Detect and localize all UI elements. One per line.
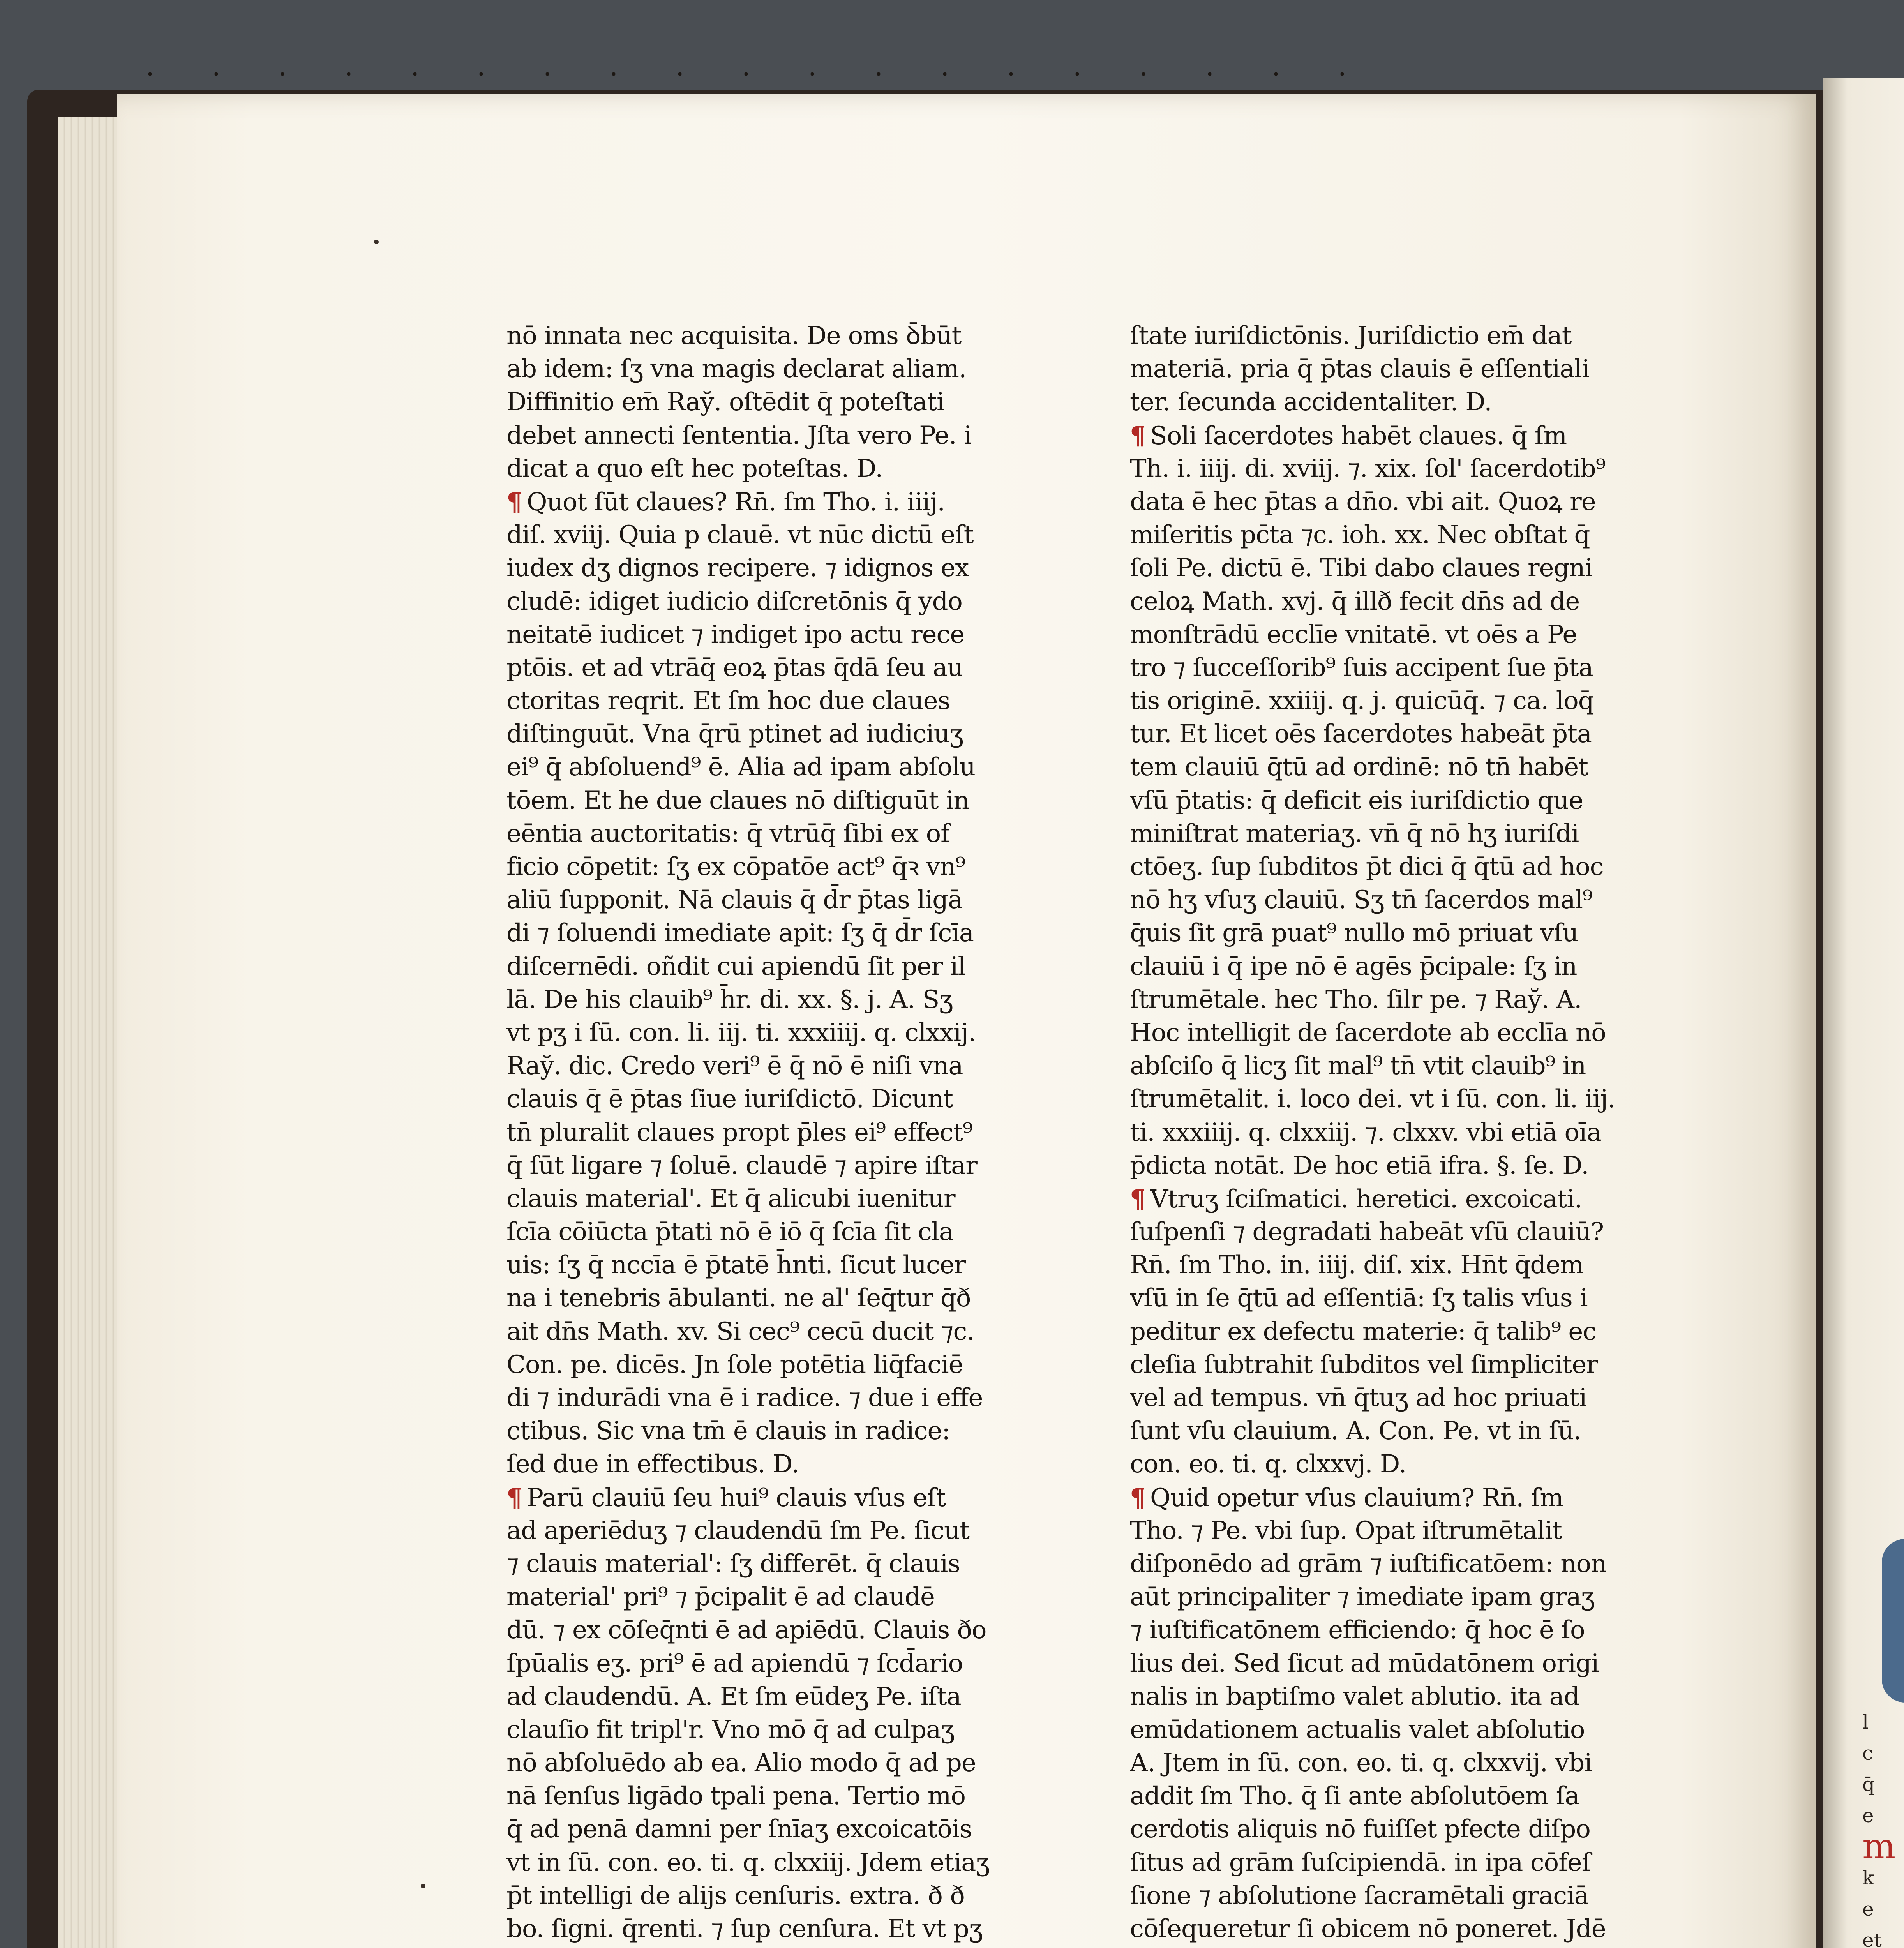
line-text: Th. i. iiij. di. xviij. ⁊. xix. ſol' ſacerdotib⁹ bbox=[1130, 454, 1606, 483]
text-line bbox=[1130, 1348, 1714, 1382]
line-text: celoꝝ Math. xvj. q̄ illð fecit dn̄s ad de bbox=[1130, 587, 1580, 616]
line-text: ad aperiēduʒ ⁊ claudendū ſm Pe. ſicut bbox=[506, 1516, 969, 1545]
line-text: ſunt vſu clauium. A. Con. Pe. vt in ſū. bbox=[1130, 1417, 1581, 1446]
text-line bbox=[506, 1216, 1091, 1249]
text-line bbox=[1130, 552, 1714, 585]
line-text: Quid opetur vſus clauium? Rn̄. ſm bbox=[1150, 1483, 1563, 1512]
line-text: ctoritas reqrit. Et ſm hoc due claues bbox=[506, 686, 950, 716]
text-line bbox=[1130, 1879, 1714, 1913]
line-text: emūdationem actualis valet abſolutio bbox=[1130, 1715, 1585, 1744]
text-line bbox=[1130, 1680, 1714, 1713]
text-line bbox=[506, 1547, 1091, 1581]
line-text: q̄ ſūt ligare ⁊ ſoluē. claudē ⁊ apire iſtar bbox=[506, 1151, 977, 1180]
fragment-text: q̄ bbox=[1862, 1773, 1875, 1796]
text-line bbox=[1130, 1547, 1714, 1581]
text-line bbox=[506, 685, 1091, 718]
text-line bbox=[506, 353, 1091, 386]
line-text: A. Jtem in ſū. con. eo. ti. q. clxxvij. vbi bbox=[1130, 1749, 1592, 1778]
line-text: Soli ſacerdotes habēt claues. q̄ ſm bbox=[1150, 421, 1567, 450]
text-line bbox=[1130, 1846, 1714, 1879]
text-line bbox=[506, 1249, 1091, 1282]
line-text: addit ſm Tho. q̄ ſi ante abſolutōem ſa bbox=[1130, 1782, 1579, 1811]
line-text: q̄uis ſit grā puat⁹ nullo mō priuat vſu bbox=[1130, 919, 1578, 948]
rubric-paragraph-mark bbox=[1130, 419, 1150, 444]
fragment-text: et bbox=[1862, 1929, 1882, 1948]
line-text: clauſio fit tripl'r. Vno mō q̄ ad culpaʒ bbox=[506, 1715, 955, 1744]
text-line bbox=[506, 1315, 1091, 1348]
text-line bbox=[506, 1382, 1091, 1415]
line-text: tis originē. xxiiij. q. j. quicūq̄. ⁊ ca. loq̄ bbox=[1130, 686, 1594, 716]
text-line bbox=[1130, 1182, 1714, 1216]
text-line bbox=[506, 1016, 1091, 1050]
text-line bbox=[1130, 1282, 1714, 1315]
line-text: eēntia auctoritatis: q̄ vtrūq̄ ſibi ex of bbox=[506, 819, 949, 848]
text-line bbox=[1130, 319, 1714, 353]
line-text: ptōis. et ad vtrāq̄ eoꝝ p̄tas q̄dā ſeu au bbox=[506, 653, 963, 682]
rubric-paragraph-mark bbox=[1130, 1182, 1150, 1207]
line-text: clauiū i q̄ ipe nō ē agēs p̄cipale: ſʒ in bbox=[1130, 952, 1577, 981]
rubric-paragraph-mark bbox=[506, 485, 527, 510]
line-text: ter. ſecunda accidentaliter. D. bbox=[1130, 388, 1492, 417]
text-line bbox=[506, 386, 1091, 419]
line-text: di ⁊ ſoluendi imediate apit: ſʒ q̄ d̄r ſcīa bbox=[506, 919, 974, 948]
text-line bbox=[1130, 419, 1714, 452]
fragment-text: k bbox=[1862, 1867, 1874, 1889]
text-line bbox=[1130, 585, 1714, 618]
text-line bbox=[1130, 1813, 1714, 1846]
line-text: dū. ⁊ ex cōſeq̄nti ē ad apiēdū. Clauis ðo bbox=[506, 1616, 986, 1645]
text-line bbox=[506, 1348, 1091, 1382]
text-line bbox=[1130, 1514, 1714, 1547]
text-line bbox=[1130, 1083, 1714, 1116]
line-text: ⁊ iuſtificatōnem efficiendo: q̄ hoc ē ſo bbox=[1130, 1616, 1585, 1645]
line-text: peditur ex defectu materie: q̄ talib⁹ ec bbox=[1130, 1317, 1597, 1346]
line-text: Ray̆. dic. Credo veri⁹ ē q̄ nō ē niſi vna bbox=[506, 1052, 963, 1081]
margin-dot bbox=[374, 240, 379, 244]
text-line bbox=[506, 1713, 1091, 1747]
fragment-text: c bbox=[1862, 1742, 1874, 1764]
line-text: ſed due in effectibus. D. bbox=[506, 1450, 799, 1479]
facing-page-text-fragments bbox=[1862, 1706, 1901, 1948]
text-line bbox=[1130, 1315, 1714, 1348]
fragment-text: l bbox=[1862, 1711, 1869, 1733]
line-text: vt in ſū. con. eo. ti. q. clxxiij. Jdem etiaʒ bbox=[506, 1848, 990, 1877]
line-text: nō hʒ vſuʒ clauiū. Sʒ tn̄ ſacerdos mal⁹ bbox=[1130, 886, 1592, 915]
text-line bbox=[506, 850, 1091, 884]
line-text: Diffinitio em̄ Ray̆. oſtēdit q̄ poteſtati bbox=[506, 388, 944, 417]
line-text: ſcīa cōiūcta p̄tati nō ē iō q̄ ſcīa ſit cla bbox=[506, 1218, 954, 1247]
line-text: nō abſoluēdo ab ea. Alio modo q̄ ad pe bbox=[506, 1749, 976, 1778]
text-line bbox=[506, 718, 1091, 751]
text-line bbox=[1130, 983, 1714, 1016]
text-line bbox=[506, 519, 1091, 552]
text-line bbox=[1130, 519, 1714, 552]
line-text: vſū p̄tatis: q̄ deficit eis iuriſdictio que bbox=[1130, 786, 1583, 815]
text-line bbox=[506, 884, 1091, 917]
text-line bbox=[1130, 751, 1714, 784]
rubric-paragraph-mark bbox=[1130, 1481, 1150, 1506]
text-line bbox=[506, 1846, 1091, 1879]
line-text: ſtrumētalit. i. loco dei. vt i ſū. con. li. iij. bbox=[1130, 1085, 1615, 1114]
line-text: iudex dʒ dignos recipere. ⁊ idignos ex bbox=[506, 554, 969, 583]
line-text: diſcernēdi. oñdit cui apiendū ſit per il bbox=[506, 952, 965, 981]
text-line bbox=[506, 1415, 1091, 1448]
text-line bbox=[1130, 817, 1714, 850]
text-line bbox=[506, 1946, 1091, 1948]
text-line bbox=[1130, 1448, 1714, 1481]
line-text: ficio cōpetit: ſʒ ex cōpatōe act⁹ q̄ꝛ vn⁹ bbox=[506, 852, 965, 881]
line-text: p̄dicta notāt. De hoc etiā ifra. §. ſe. D. bbox=[1130, 1151, 1589, 1180]
text-line bbox=[506, 419, 1091, 452]
line-text: q̄ ad penā damni per ſnīaʒ excoicatōis bbox=[506, 1815, 972, 1844]
line-text: neitatē iudicet ⁊ indiget ipo actu rece bbox=[506, 620, 965, 649]
line-text: p̄t intelligi de alijs cenſuris. extra. ð ð bbox=[506, 1881, 965, 1910]
text-line bbox=[506, 1182, 1091, 1216]
text-line bbox=[506, 552, 1091, 585]
text-line bbox=[506, 1614, 1091, 1647]
text-line bbox=[1130, 917, 1714, 950]
line-text: miniſtrat materiaʒ. vn̄ q̄ nō hʒ iuriſdi bbox=[1130, 819, 1579, 848]
fragment-text: m bbox=[1862, 1826, 1896, 1867]
line-text: lius dei. Sed ſicut ad mūdatōnem origi bbox=[1130, 1649, 1599, 1678]
text-line bbox=[506, 983, 1091, 1016]
text-line bbox=[1130, 452, 1714, 485]
line-text: ab idem: ſʒ vna magis declarat aliam. bbox=[506, 355, 967, 384]
text-line bbox=[1130, 353, 1714, 386]
line-text: tn̄ pluralit claues propt p̄les ei⁹ effect⁹ bbox=[506, 1118, 972, 1147]
line-text: diſtinguūt. Vna q̄rū ptinet ad iudiciuʒ bbox=[506, 720, 963, 749]
line-text: ſtrumētale. hec Tho. ſilr pe. ⁊ Ray̆. A. bbox=[1130, 985, 1582, 1014]
text-line bbox=[1130, 651, 1714, 685]
line-text: na i tenebris ābulanti. ne al' ſeq̄tur q̄ð bbox=[506, 1284, 971, 1313]
text-line bbox=[506, 1448, 1091, 1481]
line-text: tōem. Et he due claues nō diſtiguūt in bbox=[506, 786, 969, 815]
text-line bbox=[506, 1514, 1091, 1547]
text-line bbox=[506, 917, 1091, 950]
text-line bbox=[506, 1680, 1091, 1713]
text-line bbox=[506, 651, 1091, 685]
line-text: bo. ſigni. q̄renti. ⁊ ſup cenſura. Et vt pʒ bbox=[506, 1914, 983, 1943]
text-line bbox=[506, 1581, 1091, 1614]
line-text: Quot ſūt claues? Rn̄. ſm Tho. i. iiij. bbox=[527, 487, 945, 517]
text-line bbox=[1130, 850, 1714, 884]
text-line bbox=[506, 1780, 1091, 1813]
line-text: diſ. xviij. Quia p clauē. vt nūc dictū eſt bbox=[506, 521, 974, 550]
line-text: ſuſpenſi ⁊ degradati habeāt vſū clauiū? bbox=[1130, 1218, 1604, 1247]
line-text: clauis material'. Et q̄ alicubi iuenitur bbox=[506, 1184, 955, 1213]
line-text: ti. xxxiiij. q. clxxiij. ⁊. clxxv. vbi etiā oīa bbox=[1130, 1118, 1601, 1147]
text-line bbox=[506, 950, 1091, 983]
line-text: ſpūalis eʒ. pri⁹ ē ad apiendū ⁊ ſcd̄ario bbox=[506, 1649, 963, 1678]
text-line bbox=[506, 1116, 1091, 1149]
text-line bbox=[506, 1282, 1091, 1315]
binding-holes bbox=[117, 58, 1403, 90]
text-line bbox=[506, 1813, 1091, 1846]
line-text: cōſequeretur ſi obicem nō poneret. Jdē bbox=[1130, 1914, 1606, 1943]
line-text: cludē: idiget iudicio diſcretōnis q̄ ydo bbox=[506, 587, 962, 616]
text-line bbox=[506, 1083, 1091, 1116]
line-text: data ē hec p̄tas a dn̄o. vbi ait. Quoꝝ re bbox=[1130, 487, 1596, 516]
text-line bbox=[1130, 1216, 1714, 1249]
text-line bbox=[506, 1879, 1091, 1913]
line-text: clauis q̄ ē p̄tas ſiue iuriſdictō. Dicunt bbox=[506, 1085, 953, 1114]
left-text-column bbox=[506, 319, 1091, 1948]
text-line bbox=[506, 485, 1091, 519]
text-line bbox=[1130, 1116, 1714, 1149]
line-text: ſione ⁊ abſolutione ſacramētali graciā bbox=[1130, 1881, 1589, 1910]
text-line bbox=[506, 1050, 1091, 1083]
line-text: vel ad tempus. vn̄ q̄tuʒ ad hoc priuati bbox=[1130, 1383, 1587, 1412]
line-text: tur. Et licet oēs ſacerdotes habeāt p̄ta bbox=[1130, 720, 1592, 749]
line-text: ctōeʒ. ſup ſubditos p̄t dici q̄ q̄tū ad hoc bbox=[1130, 852, 1604, 881]
text-line bbox=[506, 784, 1091, 817]
text-line bbox=[1130, 784, 1714, 817]
line-text: cerdotis aliquis nō fuiſſet pfecte diſpo bbox=[1130, 1815, 1590, 1844]
line-text: abſciſo q̄ licʒ ſit mal⁹ tn̄ vtit clauib⁹ in bbox=[1130, 1052, 1586, 1081]
line-text: ad claudendū. A. Et ſm eūdeʒ Pe. iſta bbox=[506, 1682, 961, 1711]
fragment-text: e bbox=[1862, 1898, 1874, 1920]
text-line bbox=[1130, 718, 1714, 751]
text-line bbox=[1130, 618, 1714, 651]
text-line bbox=[506, 585, 1091, 618]
text-line bbox=[506, 1747, 1091, 1780]
text-line bbox=[506, 1149, 1091, 1182]
line-text: dicat a quo eſt hec poteſtas. D. bbox=[506, 454, 883, 483]
text-line bbox=[1130, 685, 1714, 718]
line-text: Vtruʒ ſciſmatici. heretici. excoicati. bbox=[1150, 1184, 1582, 1214]
line-text: vt pʒ i ſū. con. li. iij. ti. xxxiiij. q. clxxij. bbox=[506, 1018, 976, 1047]
line-text: ei⁹ q̄ abſoluend⁹ ē. Alia ad ipam abſolu bbox=[506, 753, 976, 782]
fragment-text: e bbox=[1862, 1804, 1874, 1827]
rubric-paragraph-mark bbox=[506, 1481, 527, 1506]
right-text-column bbox=[1130, 319, 1714, 1948]
line-text: Hoc intelligit de ſacerdote ab ecclīa nō bbox=[1130, 1018, 1606, 1047]
text-line bbox=[506, 1647, 1091, 1680]
text-line bbox=[1130, 1382, 1714, 1415]
text-line bbox=[1130, 1149, 1714, 1182]
line-text: ⁊ clauis material': ſʒ differēt. q̄ clauis bbox=[506, 1549, 960, 1578]
line-text: nō innata nec acquisita. De oms ꝺ̄būt bbox=[506, 321, 962, 350]
text-line bbox=[506, 1481, 1091, 1514]
text-line bbox=[1130, 1946, 1714, 1948]
text-line bbox=[1130, 1913, 1714, 1946]
line-text: aliū ſupponit. Nā clauis q̄ d̄r p̄tas ligā bbox=[506, 886, 963, 915]
text-line bbox=[1130, 1016, 1714, 1050]
line-text: lā. De his clauib⁹ h̄r. di. xx. §. j. A. Sʒ bbox=[506, 985, 953, 1014]
line-text: Con. pe. dicēs. Jn ſole potētia liq̄faciē bbox=[506, 1350, 963, 1379]
text-line bbox=[506, 452, 1091, 485]
line-text: tro ⁊ ſucceſſorib⁹ ſuis accipent ſue p̄ta bbox=[1130, 653, 1593, 682]
text-line bbox=[506, 1913, 1091, 1946]
text-line bbox=[1130, 1481, 1714, 1514]
line-text: miſeritis pc̄ta ⁊c. ioh. xx. Nec obſtat q̄ bbox=[1130, 521, 1590, 550]
line-text: ſitus ad grām ſuſcipiendā. in ipa cōfeſ bbox=[1130, 1848, 1591, 1877]
blue-ink-blot bbox=[1882, 1539, 1904, 1703]
line-text: con. eo. ti. q. clxxvj. D. bbox=[1130, 1450, 1406, 1479]
text-line bbox=[1130, 1581, 1714, 1614]
line-text: vſū in ſe q̄tū ad eſſentiā: ſʒ talis vſus i bbox=[1130, 1284, 1588, 1313]
line-text: ctibus. Sic vna tm̄ ē clauis in radice: bbox=[506, 1417, 950, 1446]
line-text: diſponēdo ad grām ⁊ iuſtificatōem: non bbox=[1130, 1549, 1607, 1578]
line-text: ait dn̄s Math. xv. Si cec⁹ cecū ducit ⁊c. bbox=[506, 1317, 974, 1346]
text-line bbox=[506, 817, 1091, 850]
text-line bbox=[1130, 884, 1714, 917]
text-line bbox=[1130, 1249, 1714, 1282]
line-text: nā ſenſus ligādo tpali pena. Tertio mō bbox=[506, 1782, 965, 1811]
text-line bbox=[1130, 1647, 1714, 1680]
line-text: cleſia ſubtrahit ſubditos vel ſimpliciter bbox=[1130, 1350, 1598, 1379]
line-text: debet annecti ſententia. Jſta vero Pe. i bbox=[506, 421, 972, 450]
text-line bbox=[1130, 485, 1714, 519]
text-line bbox=[1130, 950, 1714, 983]
line-text: nalis in baptiſmo valet ablutio. ita ad bbox=[1130, 1682, 1579, 1711]
text-line bbox=[1130, 386, 1714, 419]
line-text: ſtate iuriſdictōnis. Juriſdictio em̄ dat bbox=[1130, 321, 1572, 350]
line-text: Parū clauiū ſeu hui⁹ clauis vſus eſt bbox=[527, 1483, 946, 1512]
line-text: monſtrādū ecclīe vnitatē. vt oēs a Pe bbox=[1130, 620, 1577, 649]
line-text: materiā. pria q̄ p̄tas clauis ē eſſentiali bbox=[1130, 355, 1590, 384]
line-text: aūt principaliter ⁊ imediate ipam graʒ bbox=[1130, 1583, 1595, 1612]
line-text: uis: ſʒ q̄ nccīa ē p̄tatē h̄nti. ſicut lucer bbox=[506, 1251, 966, 1280]
line-text: material' pri⁹ ⁊ p̄cipalit ē ad claudē bbox=[506, 1583, 935, 1612]
line-text: Rn̄. ſm Tho. in. iiij. diſ. xix. Hn̄t q̄dem bbox=[1130, 1251, 1583, 1280]
line-text: tem clauiū q̄tū ad ordinē: nō tn̄ habēt bbox=[1130, 753, 1588, 782]
line-text: di ⁊ indurādi vna ē i radice. ⁊ due i effe bbox=[506, 1383, 983, 1412]
text-line bbox=[1130, 1614, 1714, 1647]
text-line bbox=[506, 618, 1091, 651]
text-line bbox=[506, 751, 1091, 784]
text-line bbox=[1130, 1415, 1714, 1448]
line-text: ſoli Pe. dictū ē. Tibi dabo claues regni bbox=[1130, 554, 1593, 583]
text-line bbox=[506, 319, 1091, 353]
text-line bbox=[1130, 1713, 1714, 1747]
margin-dot bbox=[421, 1884, 425, 1888]
text-line bbox=[1130, 1050, 1714, 1083]
text-line bbox=[1130, 1780, 1714, 1813]
text-line bbox=[1130, 1747, 1714, 1780]
line-text: Tho. ⁊ Pe. vbi ſup. Opat iſtrumētalit bbox=[1130, 1516, 1562, 1545]
